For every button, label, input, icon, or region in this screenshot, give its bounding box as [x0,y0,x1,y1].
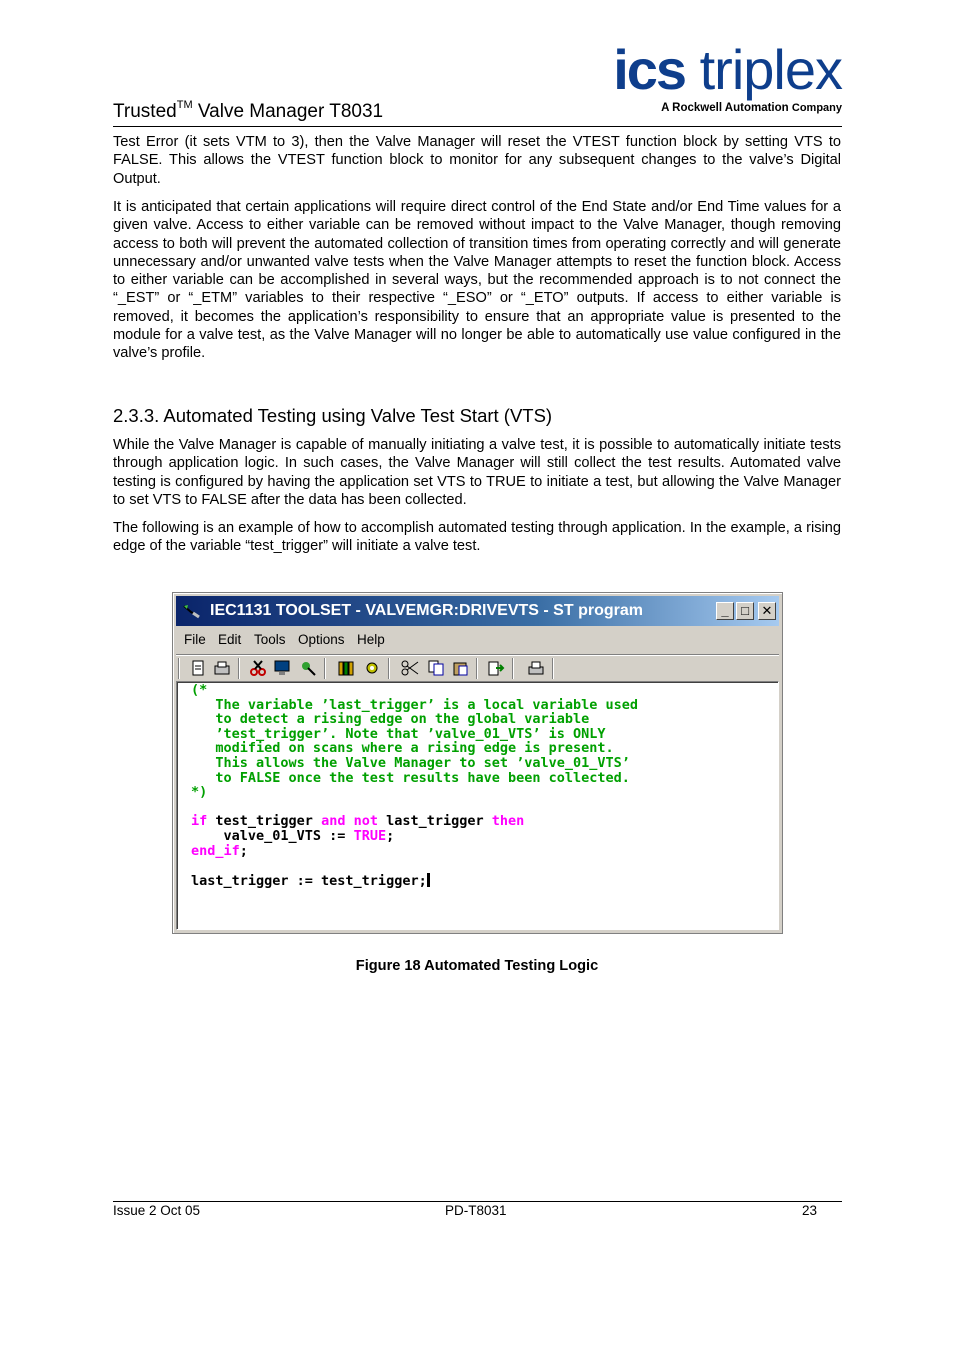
keyword-if: if [191,813,208,830]
print-preview-icon[interactable] [212,659,232,677]
keyword-then: then [491,813,525,830]
code-semicolon: ; [386,827,395,844]
settings-icon[interactable] [362,659,382,677]
comment-line: to FALSE once the test results have been collected. [191,769,630,786]
logo-tagline: A Rockwell Automation Company [661,102,842,114]
header-rule [113,126,842,127]
toolbar-separator [388,658,390,679]
toolbar-separator [178,658,180,679]
header-title: Trusted™ Valve Manager T8031 [113,99,384,122]
toolbar-separator [476,658,478,679]
comment-line: ’test_trigger’. Note that ’valve_01_VTS’ is ONLY [191,725,606,742]
footer-doc-id: PD-T8031 [445,1203,507,1218]
menu-options[interactable]: Options [298,632,345,647]
figure-caption: Figure 18 Automated Testing Logic [355,958,599,974]
keyword-not: not [345,813,378,830]
cut-compile-icon[interactable] [248,659,268,677]
comment-line: modified on scans where a rising edge is present. [191,740,614,757]
toolbar-separator [238,658,240,679]
code-editor[interactable] [176,681,779,930]
code-var: last_trigger [377,813,492,830]
code-var: test_trigger [207,813,322,830]
maximize-button[interactable]: □ [736,602,754,620]
keyword-and: and [321,813,346,830]
library-icon[interactable] [336,659,356,677]
comment-close: *) [191,784,208,801]
paragraph-2: It is anticipated that certain applications will require direct control of the End State and/or End Time values for a given valve. Access to either variable can be removed without impact to the Valve Manager, though removing access to both will prevent the automated collection of transition times from operating correctly and will generate unnecessary and/or unwanted valve tests when the Valve Manager attempts to reset the function block. Access to either variable can be accomplished in several ways, but the recommended approach is to not connect the “_EST” or “_ETM” variables to their respective “_ESO” or “_ETO” outputs. If access to either variable is removed, it becomes the application’s responsibility to ensure that an appropriate value is presented to the module for a valve test, as the Valve Manager will no longer be able to automatically use value configured in the valve’s profile. [113,199,841,362]
keyword-end-if: end_if [191,842,240,859]
text-cursor [427,873,430,887]
scissors-icon[interactable] [400,659,420,677]
paste-icon[interactable] [450,659,470,677]
copy-icon[interactable] [426,659,446,677]
paragraph-1: Test Error (it sets VTM to 3), then the Valve Manager will reset the VTEST function block by setting VTS to FALSE. This allows the VTEST function block to monitor for any subsequent changes to the valve’s Digital Output. [113,134,841,187]
code-semicolon: ; [239,842,248,859]
comment-line: to detect a rising edge on the global variable [191,711,590,728]
footer-issue: Issue 2 Oct 05 [113,1203,201,1218]
code-listing [191,683,638,888]
menu-file[interactable]: File [184,632,206,647]
menu-edit[interactable]: Edit [218,632,242,647]
close-button[interactable]: ✕ [758,602,776,620]
comment-line: This allows the Valve Manager to set ’valve_01_VTS’ [191,754,630,771]
toolbar [176,654,779,683]
window-titlebar[interactable] [176,596,779,626]
toolbar-separator [512,658,514,679]
keyword-true: TRUE [353,827,387,844]
paragraph-4: The following is an example of how to accomplish automated testing through application. In the example, a rising edge of the variable “test_trigger” will initiate a valve test. [113,520,841,555]
app-icon [182,603,202,619]
menu-bar [176,629,779,651]
toolbar-separator [324,658,326,679]
export-icon[interactable] [486,659,506,677]
print-icon[interactable] [526,659,546,677]
footer-rule [113,1201,842,1202]
menu-tools[interactable]: Tools [254,632,286,647]
code-assign: valve_01_VTS := [191,827,354,844]
company-logo [582,40,842,120]
monitor-icon[interactable] [272,659,292,677]
section-heading: 2.3.3. Automated Testing using Valve Test Start (VTS) [113,405,553,426]
new-document-icon[interactable] [188,659,208,677]
paragraph-3: While the Valve Manager is capable of manually initiating a valve test, it is possible to automatically initiate tests through application logic. In such cases, the Valve Manager will still collect the test results. Automated valve testing is configured by having the application set VTS to TRUE to initiate a test, but allowing the Valve Manager to set VTS to FALSE after the data has been collected. [113,437,841,508]
comment-open: (* [191,682,208,698]
comment-line: The variable ’last_trigger’ is a local variable used [191,696,639,713]
toolbar-separator [552,658,554,679]
footer-page-number: 23 [802,1203,818,1218]
toolset-window [172,592,783,934]
menu-help[interactable]: Help [357,632,385,647]
logo-wordmark: ics triplex [613,38,842,101]
minimize-button[interactable]: _ [716,602,734,620]
code-last-line: last_trigger := test_trigger; [191,872,427,889]
window-title: IEC1131 TOOLSET - VALVEMGR:DRIVEVTS - ST program [210,602,643,619]
debug-icon[interactable] [298,659,318,677]
page-header [113,40,842,128]
